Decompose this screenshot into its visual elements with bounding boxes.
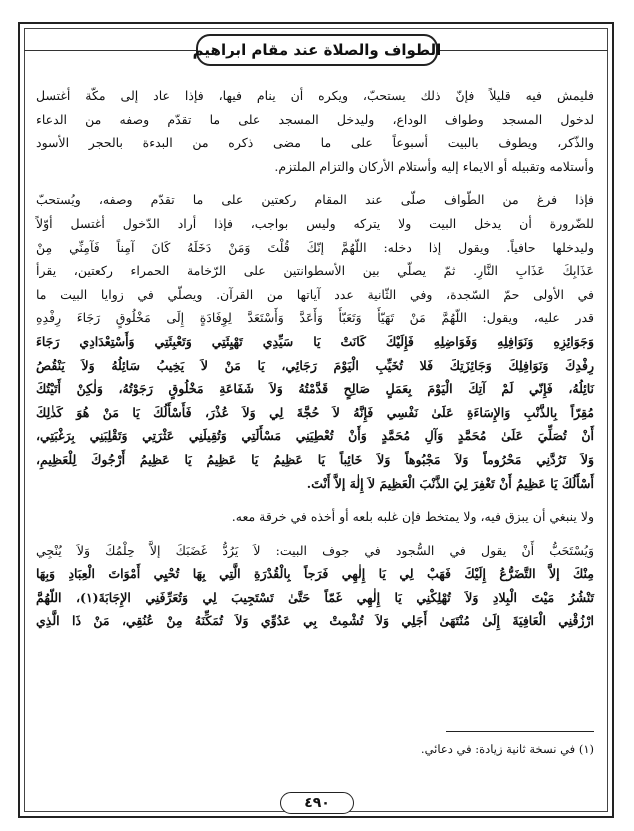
prayer-line: أَسْأَلُكَ يَا عَظِيمُ أَنْ تَغْفِرَ لِيَ الذَّنْبَ الْعَظِيمَ لاَ إِلٰهَ إلاَّ أَنْتَ. (306, 475, 594, 491)
running-header (192, 34, 442, 66)
footnote-separator (446, 731, 594, 732)
paragraph-2 (36, 188, 594, 495)
prayer-line: مُقِرّاً بِالذَّنْبِ وَالإِسَاءَةِ عَلَىٰ نَفْسِي فَإِنَّهُ لاَ حُجَّةَ لِي وَلاَ عُذْرَ، فَأَسْأَلُكَ يَا مَنْ هُوَ كَذٰلِكَ (36, 404, 594, 420)
text-line: وأستلامه وتقبيله أو الايماء إليه وأستلام الأركان والتزام الملتزم. (274, 158, 594, 174)
text-line: وليدخلها حافياً. ويقول إذا دخله: اللّهُمَّ إنّكَ قُلْتَ وَمَنْ دَخَلَهُ كَانَ آمِناً فَآمِنِّي مِنْ (36, 239, 594, 255)
prayer-line: تَنْشُرُ مَيْتَ الْبِلادِ وَلاَ تُهْلِكْنِي يَا إِلٰهِي غَمّاً حَتَّىٰ تَسْتَجِيبَ لِي وَتُعَرِّفَنِي الإِجَابَةَ(١)، اللّهُمَّ (36, 589, 594, 605)
prayer-line: مِنْكَ إلاَّ التَّضَرُّعُ إِلَيْكَ فَهَبْ لِي يَا إِلٰهِي فَرَجاً بِالْقُدْرَةِ الَّتِي بِهَا تُحْيِي أَمْوَاتَ الْعِبَادِ وَبِهَا (36, 566, 594, 582)
prayer-line: رِفْدِكَ وَنَوَافِلِكَ وَجَائِزَتِكَ فَلا تُخَيِّبِ الْيَوْمَ رَجَائِي، يَا مَنْ لاَ يَخِيبُ سَائِلُهُ وَلاَ يَنْقُصُ (36, 357, 594, 373)
footnote: (١) في نسخة ثانية زيادة: في دعائي. (420, 742, 594, 756)
paragraph-4 (36, 539, 594, 633)
text-line: لدخول المسجد وطواف الوداع، وليدخل المسجد على ما تقدّم وصفه من الدعاء (36, 111, 594, 127)
paragraph-1 (36, 84, 594, 178)
text-line: فليمش فيه قليلاً فإنّ ذلك يستحبّ، ويكره أن ينام فيها، فإذا عاد إلى مكّة أغتسل (36, 88, 594, 103)
text-line: قدر عليه، ويقول: اللّهُمَّ مَنْ تَهَيّأَ وَتَعَبّأَ وَأَعَدَّ وَأَسْتَعَدَّ لِوِفَادَةٍ إِلَى مَخْلُوقٍ رَجَاءَ رِفْدِهِ (36, 310, 594, 326)
header-rule-right (438, 50, 608, 51)
text-line: عَذَابِكَ عَذَابِ النَّارِ. ثمّ يصلّي بين الأسطوانتين على الرّخامة الحمراء ركعتين، يقرأ (36, 263, 594, 279)
paragraph-3 (36, 505, 594, 529)
text-line: والذّكر، ويطوف بالبيت أسبوعاً على ما مضى ذكره من البدءة بالحجر الأسود (36, 135, 594, 151)
chapter-title: الطواف والصلاة عند مقام ابراهيم (192, 41, 442, 59)
header-rule-left (24, 50, 196, 51)
prayer-line: وَلاَ تَرُدَّنِي مَحْرُوماً وَلاَ مَجْبُوهاً وَلاَ خَائِباً يَا عَظِيمُ يَا عَظِيمُ يَا عَظِيمُ أَرْجُوكَ لِلْعَظِيمِ، (36, 451, 594, 467)
text-line: في الأولى حمّ السّجدة، وفي الثّانية عدد آياتها من القرآن. ويصلّي في زوايا البيت ما (36, 286, 594, 302)
prayer-line: نَائِلُهُ، فَإِنّي لَمْ آتِكَ الْيَوْمَ بِعَمَلٍ صَالِحٍ قَدَّمْتُهُ وَلاَ شَفَاعَةِ مَخْلُوقٍ رَجَوْتُهُ، وَلٰكِنْ أَتَيْتُكَ (36, 381, 594, 397)
prayer-line: أَنْ تُصَلِّيَ عَلَىٰ مُحَمَّدٍ وَآلِ مُحَمَّدٍ وَأَنْ تُعْطِيَنِي مَسْأَلَتِي وَتُقِيلَنِي عَثْرَتِي وَتَقْلِبَنِي بِرَغْبَتِي، (36, 428, 594, 444)
prayer-line: وَجَوَائِزِهِ وَنَوَافِلِهِ وَفَوَاضِلِهِ فَإِلَيْكَ كَانَتْ يَا سَيِّدِي تَهْيِئَتِي وَتَعْبِئَتِي وَأَسْتِعْدَادِي رَجَاءَ (36, 333, 594, 349)
text-line: ولا ينبغي أن يبزق فيه، ولا يمتخط فإن غلبه بلعه أو أخذه في خرقة معه. (231, 509, 594, 525)
text-line: للضّرورة أن يدخل البيت ولا يتركه وليس بواجب، فإذا أراد الدّخول أغتسل أوّلاً (36, 215, 594, 231)
prayer-line: ارْزُقْنِي الْعَافِيَةَ إِلَىٰ مُنْتَهَىٰ أَجَلِي وَلاَ تُشْمِتْ بِي عَدُوِّي وَلاَ تُمَكِّنَهُ مِنْ عُنُقِي، مَنْ ذَا الَّذِي (36, 613, 594, 629)
text-line: فإذا فرغ من الطّواف صلّى عند المقام ركعتين على ما تقدّم وصفه، ويُستحبّ (36, 192, 594, 208)
main-text (36, 84, 594, 633)
text-line: وَيُسْتَحَبُّ أَنْ يقول في السُّجود في جوف البيت: لاَ يَرُدُّ غَضَبَكَ إلاَّ حِلْمُكَ وَلاَ يُنْجِي (36, 542, 594, 558)
page-number: ٤٩٠ (280, 792, 354, 814)
